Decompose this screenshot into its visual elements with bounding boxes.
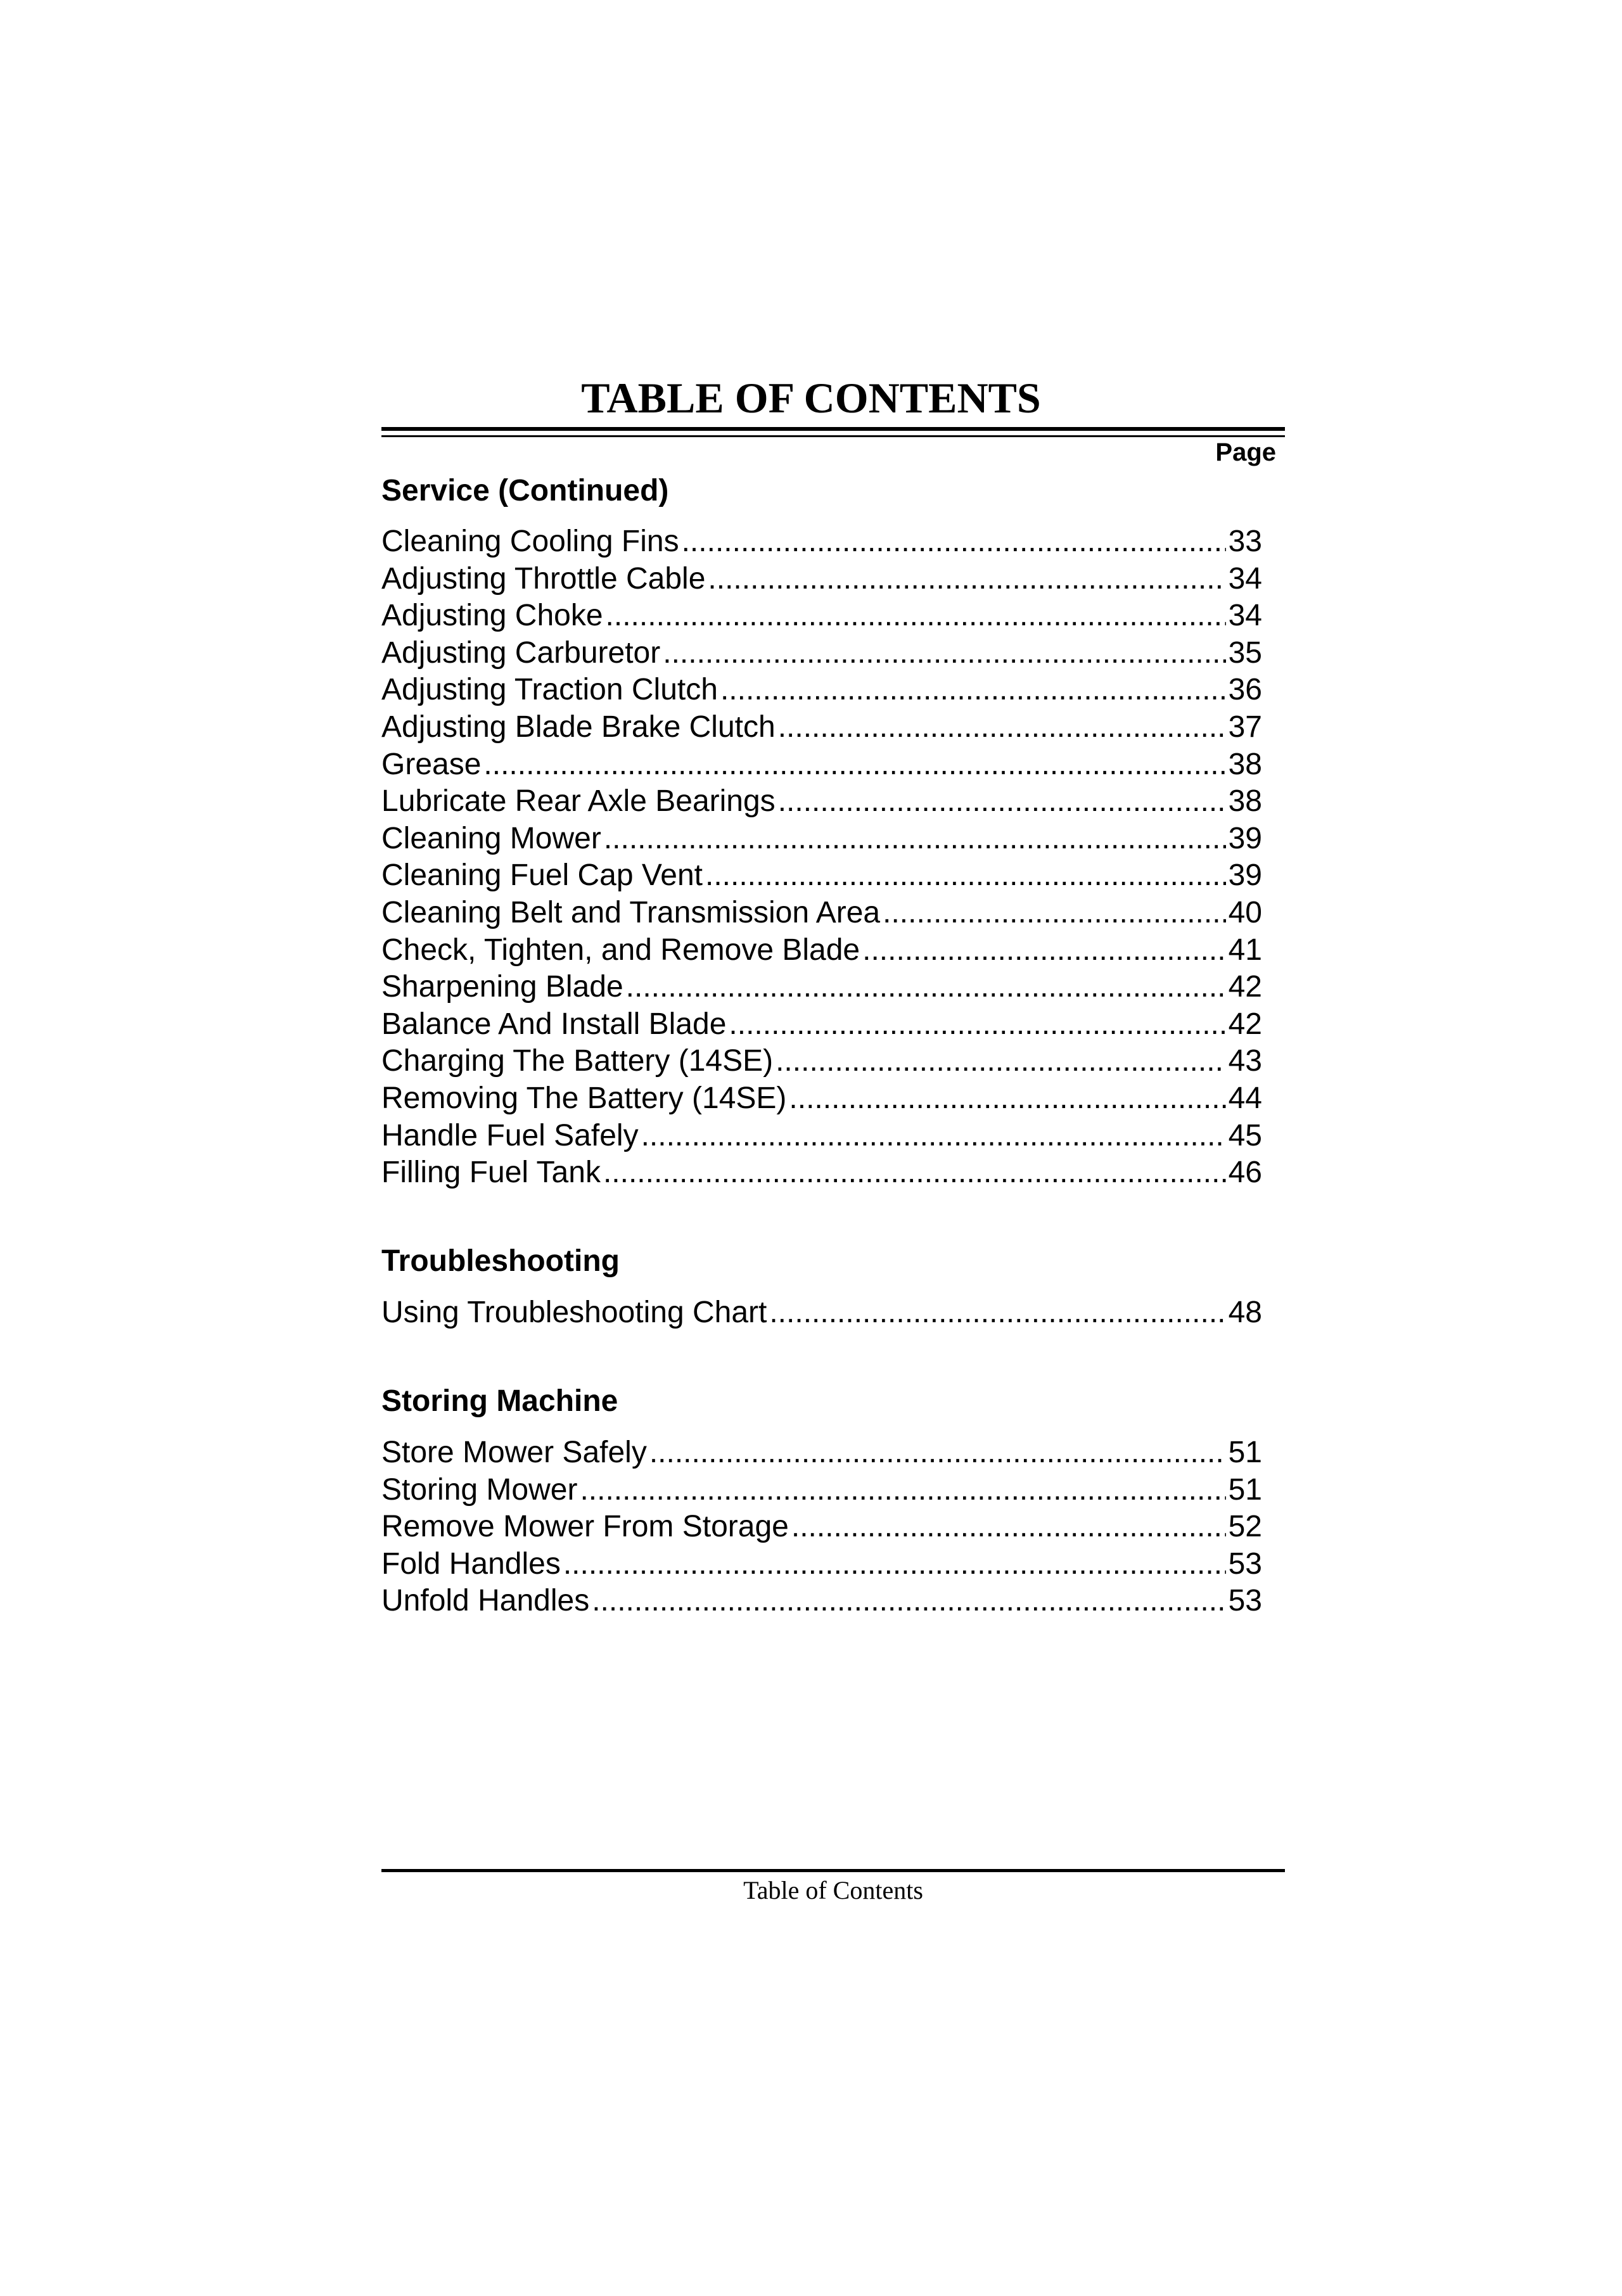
section-heading-troubleshooting: Troubleshooting: [381, 1244, 620, 1278]
toc-entry-page: 42: [1228, 970, 1262, 1004]
toc-dot-leader: [563, 1546, 1226, 1583]
toc-list-troubleshooting: [381, 1294, 1262, 1332]
toc-list-storing: [381, 1434, 1262, 1620]
toc-entry: [381, 895, 1262, 932]
toc-entry-title: Adjusting Choke: [381, 599, 603, 633]
toc-entry-title: Cleaning Fuel Cap Vent: [381, 858, 703, 893]
toc-entry: [381, 1294, 1262, 1332]
toc-dot-leader: [789, 1080, 1225, 1117]
toc-entry: [381, 820, 1262, 858]
toc-entry-title: Grease: [381, 747, 482, 781]
footer-rule: [381, 1869, 1285, 1872]
toc-entry-title: Adjusting Blade Brake Clutch: [381, 710, 776, 744]
toc-entry-title: Check, Tighten, and Remove Blade: [381, 933, 860, 967]
toc-dot-leader: [682, 523, 1226, 560]
toc-entry: [381, 969, 1262, 1006]
toc-dot-leader: [483, 746, 1225, 783]
toc-dot-leader: [604, 820, 1226, 857]
toc-entry-page: 33: [1228, 525, 1262, 558]
toc-entry-title: Cleaning Belt and Transmission Area: [381, 895, 881, 929]
toc-entry: [381, 1154, 1262, 1192]
toc-entry: [381, 1118, 1262, 1155]
toc-entry-page: 45: [1228, 1118, 1262, 1152]
toc-entry-page: 51: [1228, 1472, 1262, 1507]
toc-dot-leader: [883, 895, 1226, 931]
toc-entry-title: Removing The Battery (14SE): [381, 1081, 787, 1115]
toc-dot-leader: [791, 1508, 1226, 1545]
toc-dot-leader: [769, 1294, 1225, 1331]
toc-entry-page: 51: [1228, 1436, 1262, 1469]
toc-entry-title: Unfold Handles: [381, 1584, 590, 1618]
toc-entry: [381, 561, 1262, 598]
toc-dot-leader: [626, 969, 1226, 1005]
footer-text: Table of Contents: [743, 1876, 923, 1904]
toc-entry-title: Using Troubleshooting Chart: [381, 1296, 767, 1329]
toc-dot-leader: [778, 783, 1226, 820]
toc-dot-leader: [776, 1043, 1226, 1080]
toc-dot-leader: [641, 1118, 1226, 1154]
toc-dot-leader: [862, 932, 1226, 969]
toc-entry-page: 43: [1228, 1044, 1262, 1078]
toc-entry-page: 36: [1228, 673, 1262, 707]
toc-entry-page: 37: [1228, 710, 1262, 744]
toc-entry: [381, 746, 1262, 784]
toc-entry-page: 39: [1228, 821, 1262, 855]
toc-entry-page: 34: [1228, 561, 1262, 596]
toc-entry: [381, 1546, 1262, 1583]
toc-entry: [381, 1434, 1262, 1472]
toc-entry-title: Store Mower Safely: [381, 1436, 647, 1469]
toc-entry-title: Handle Fuel Safely: [381, 1118, 639, 1152]
toc-entry: [381, 857, 1262, 895]
toc-entry-page: 44: [1228, 1081, 1262, 1115]
toc-entry: [381, 1472, 1262, 1509]
page-title: TABLE OF CONTENTS: [581, 374, 1041, 422]
toc-entry-title: Fold Handles: [381, 1547, 561, 1581]
toc-entry-page: 38: [1228, 747, 1262, 781]
toc-dot-leader: [729, 1006, 1225, 1043]
toc-entry-page: 42: [1228, 1007, 1262, 1041]
toc-entry: [381, 783, 1262, 820]
toc-dot-leader: [708, 561, 1225, 597]
toc-entry-title: Sharpening Blade: [381, 970, 623, 1004]
toc-dot-leader: [778, 709, 1226, 746]
toc-entry-title: Remove Mower From Storage: [381, 1510, 789, 1544]
toc-dot-leader: [606, 597, 1226, 634]
toc-entry-page: 52: [1228, 1510, 1262, 1544]
toc-entry-page: 35: [1228, 635, 1262, 670]
toc-entry: [381, 635, 1262, 672]
toc-entry-title: Cleaning Cooling Fins: [381, 525, 679, 558]
toc-dot-leader: [705, 857, 1226, 894]
section-heading-storing: Storing Machine: [381, 1384, 618, 1418]
toc-entry-title: Adjusting Traction Clutch: [381, 673, 718, 707]
toc-entry-page: 48: [1228, 1296, 1262, 1329]
toc-entry-page: 38: [1228, 784, 1262, 819]
toc-entry: [381, 523, 1262, 561]
toc-entry: [381, 932, 1262, 969]
toc-entry: [381, 709, 1262, 746]
toc-entry-title: Adjusting Carburetor: [381, 635, 661, 670]
toc-entry: [381, 672, 1262, 709]
toc-entry-page: 53: [1228, 1547, 1262, 1581]
toc-entry-title: Adjusting Throttle Cable: [381, 561, 706, 596]
toc-entry: [381, 597, 1262, 635]
toc-dot-leader: [603, 1154, 1226, 1191]
toc-entry: [381, 1583, 1262, 1620]
toc-dot-leader: [649, 1434, 1226, 1471]
page-column-label: Page: [1215, 438, 1276, 466]
toc-dot-leader: [592, 1583, 1225, 1619]
toc-entry-page: 53: [1228, 1584, 1262, 1618]
toc-dot-leader: [580, 1472, 1225, 1508]
toc-entry-title: Charging The Battery (14SE): [381, 1044, 774, 1078]
toc-list-service: [381, 523, 1262, 1192]
toc-entry-page: 46: [1228, 1156, 1262, 1190]
toc-entry: [381, 1080, 1262, 1118]
toc-entry-title: Cleaning Mower: [381, 821, 601, 855]
toc-dot-leader: [720, 672, 1226, 708]
toc-entry-title: Storing Mower: [381, 1472, 578, 1507]
toc-dot-leader: [663, 635, 1225, 672]
toc-entry-page: 39: [1228, 858, 1262, 893]
section-heading-service: Service (Continued): [381, 474, 669, 507]
toc-entry-page: 40: [1228, 895, 1262, 929]
toc-entry-title: Balance And Install Blade: [381, 1007, 727, 1041]
toc-entry-title: Lubricate Rear Axle Bearings: [381, 784, 776, 819]
title-double-rule: [381, 427, 1285, 437]
toc-entry: [381, 1508, 1262, 1546]
toc-entry: [381, 1006, 1262, 1043]
toc-entry-page: 34: [1228, 599, 1262, 633]
toc-entry-page: 41: [1228, 933, 1262, 967]
toc-entry: [381, 1043, 1262, 1080]
toc-entry-title: Filling Fuel Tank: [381, 1156, 601, 1190]
